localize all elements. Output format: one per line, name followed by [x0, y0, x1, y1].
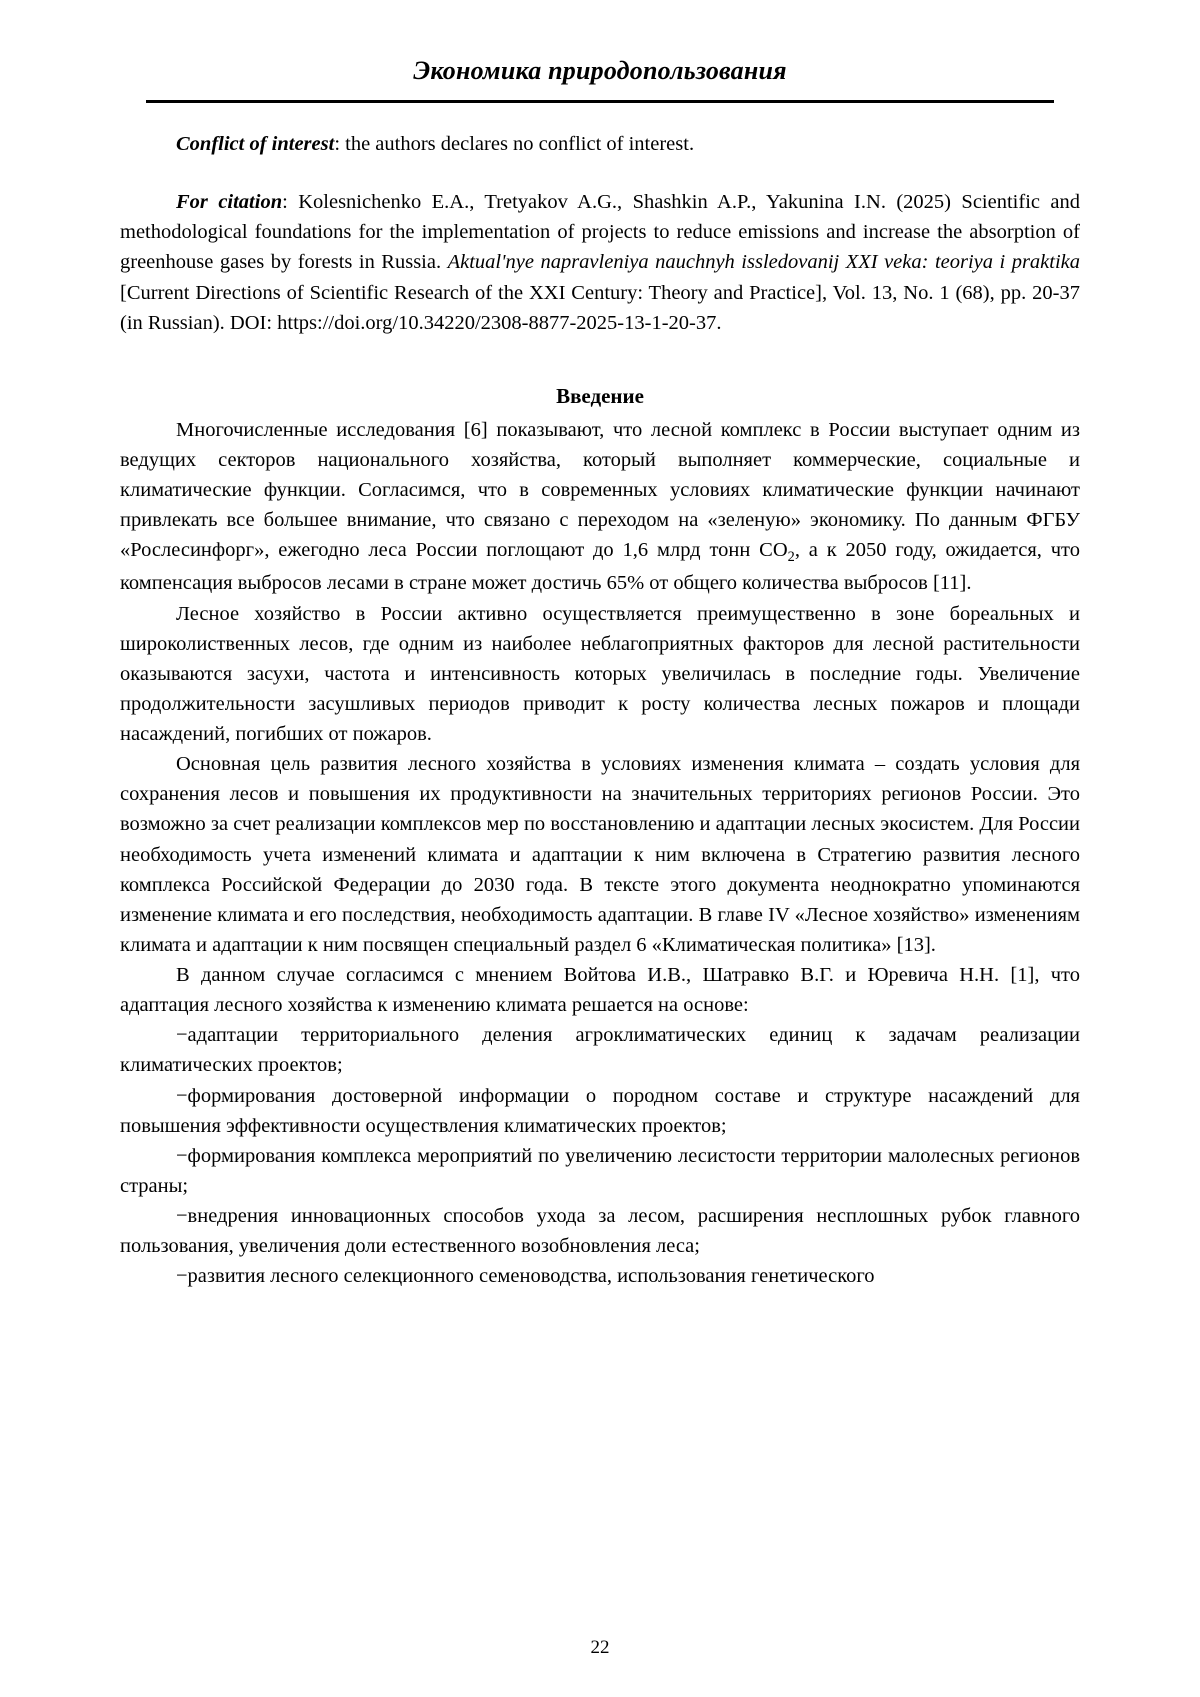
paragraph-1-text-after: , а к 2050 году, ожидается, что компенсация выбросов лесами в стране может достичь 65% от общего количества выбросов [11]. [120, 539, 1080, 595]
page-number: 22 [590, 1637, 610, 1658]
intro-paragraph-4: В данном случае согласимся с мнением Войтова И.В., Шатравко В.Г. и Юревича Н.Н. [1], что адаптация лесного хозяйства к изменению климата решается на основе: [120, 964, 1080, 1017]
intro-paragraph-3: Основная цель развития лесного хозяйства в условиях изменения климата – создать условия для сохранения лесов и повышения их продуктивности на значительных территориях регионов России. Это возможно за счет реализации комплексов мер по восстановлению и адаптации лесных экосистем. Для России необходимость учета изменений климата и адаптации к ним включена в Стратегию развития лесного комплекса Российской Федерации до 2030 года. В тексте этого документа неоднократно упоминаются изменение климата и его последствия, необходимость адаптации. В главе IV «Лесное хозяйство» изменениям климата и адаптации к ним посвящен специальный раздел 6 «Климатическая политика» [13]. [120, 753, 1080, 956]
section-heading-introduction: Введение [556, 383, 644, 408]
header-divider [146, 100, 1054, 103]
list-item: −адаптации территориального деления агроклиматических единиц к задачам реализации климатических проектов; [120, 1024, 1080, 1077]
list-item: −внедрения инновационных способов ухода за лесом, расширения несплошных рубок главного пользования, увеличения доли естественного возобновления леса; [120, 1205, 1080, 1258]
conflict-of-interest-statement [120, 129, 1080, 159]
intro-paragraph-2: Лесное хозяйство в России активно осуществляется преимущественно в зоне бореальных и широколиственных лесов, где одним из наиболее неблагоприятных факторов для лесной растительности оказываются засухи, частота и интенсивность которых увеличилась в последние годы. Увеличение продолжительности засушливых периодов приводит к росту количества лесных пожаров и площади насаждений, погибших от пожаров. [120, 602, 1080, 746]
list-item: −формирования комплекса мероприятий по увеличению лесистости территории малолесных регионов страны; [120, 1144, 1080, 1197]
citation-text-part1: : Kolesnichenko E.A., Tretyakov A.G., Shashkin A.P., Yakunina I.N. (2025) Scientific and methodological foundations for the implementation of projects to reduce emissions and increase the absorption of greenhouse gases by forests in Russia. [120, 191, 1081, 274]
list-item: −формирования достоверной информации о породном составе и структуре насаждений для повышения эффективности осуществления климатических проектов; [120, 1084, 1080, 1137]
co2-subscript: 2 [787, 549, 795, 566]
conflict-label: Conflict of interest [176, 133, 335, 155]
list-item: −развития лесного селекционного семеноводства, использования генетического [176, 1265, 875, 1288]
citation-journal-title: Aktual'nye napravleniya nauchnyh issledovanij XXI veka: teoriya i praktika [447, 251, 1081, 274]
citation-label: For citation [176, 191, 283, 214]
intro-paragraph-1 [120, 415, 1080, 599]
conflict-text: : the authors declares no conflict of interest. [334, 133, 695, 155]
for-citation-statement [120, 187, 1080, 338]
citation-text-part2: [Current Directions of Scientific Research of the XXI Century: Theory and Practice], Vol. 13, No. 1 (68), pp. 20-37 (in Russian). DOI: https://doi.org/10.34220/2308-8877-2025-13-1-20-37. [120, 281, 1080, 334]
paragraph-1-text-before: Многочисленные исследования [6] показывают, что лесной комплекс в России выступает одним из ведущих секторов национального хозяйства, который выполняет коммерческие, социальные и климатические функции. Согласимся, что в современных условиях климатические функции начинают привлекать все большее внимание, что связано с переходом на «зеленую» экономику. По данным ФГБУ «Рослесинфорг», ежегодно леса России поглощают до 1,6 млрд тонн СО [120, 418, 1080, 562]
running-head-title: Экономика природопользования [413, 56, 787, 85]
